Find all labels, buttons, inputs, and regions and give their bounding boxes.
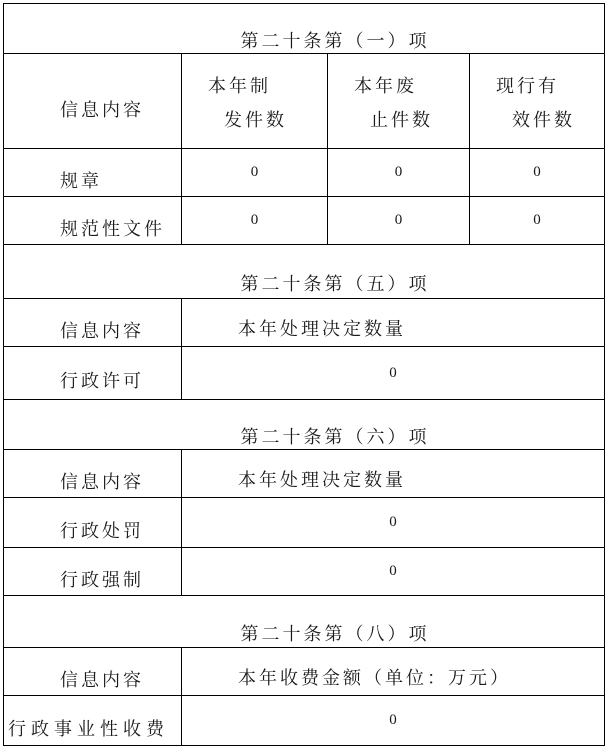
section1-title-row [4,4,604,53]
section3-value-header-text: 本年处理决定数量 [238,469,406,490]
col-header-issued-line2: 发件数 [224,110,287,130]
section3-info-header [4,450,181,497]
row-label-admin-license [4,347,181,399]
section4-info-header [4,648,181,695]
section2-info-header-text: 信息内容 [60,321,144,341]
section1-title [4,4,604,53]
row-label-admin-penalty [4,498,181,547]
section4-title-row [4,595,604,647]
section3-value-header [181,450,604,497]
admin-coercion-value: 0 [181,548,604,595]
row-label-normative-documents [4,197,181,244]
section4-value-header-text: 本年收费金额（单位：万元） [238,667,511,688]
table-row-admin-fees [4,695,604,745]
regulations-repealed-value: 0 [327,149,469,196]
section1-col-header-info [4,54,181,148]
admin-fees-value: 0 [181,696,604,745]
table-row-admin-license [4,346,604,399]
section3-title [4,400,604,449]
admin-penalty-value: 0 [181,498,604,547]
normative-effective-value: 0 [469,197,604,244]
section1-col-header-repealed [327,54,469,148]
section2-header-row [4,298,604,346]
section4-header-row [4,647,604,695]
section2-value-header [181,299,604,346]
table-row-admin-penalty [4,497,604,547]
section1-col-header-issued [181,54,327,148]
row-label-regulations [4,149,181,196]
col-header-effective-line1: 现行有 [496,76,559,96]
section2-info-header [4,299,181,346]
row-label-normative-documents-text: 规范性文件 [60,218,165,239]
row-label-admin-coercion-text: 行政强制 [60,569,144,590]
section2-title [4,245,604,298]
col-header-repealed-line2: 止件数 [370,110,433,130]
section2-title-row [4,244,604,298]
table-row-admin-coercion [4,547,604,595]
row-label-regulations-text: 规章 [60,170,102,191]
section2-value-header-text: 本年处理决定数量 [238,318,406,339]
section3-title-text: 第二十条第（六）项 [240,426,430,447]
section3-info-header-text: 信息内容 [60,472,144,492]
row-label-admin-fees-text: 行政事业性收费 [8,718,169,739]
section3-title-row [4,399,604,449]
normative-issued-value: 0 [181,197,327,244]
col-header-repealed-line1: 本年废 [354,76,417,96]
regulations-issued-value: 0 [181,149,327,196]
section1-column-header-row [4,53,604,148]
section1-title-text: 第二十条第（一）项 [240,30,430,51]
row-label-admin-coercion [4,548,181,595]
col-header-effective-line2: 效件数 [512,110,575,130]
section2-title-text: 第二十条第（五）项 [240,273,430,294]
row-label-admin-license-text: 行政许可 [60,371,144,391]
section3-header-row [4,449,604,497]
section4-title-text: 第二十条第（八）项 [240,623,430,644]
section4-value-header [181,648,604,695]
table-row-normative-documents [4,196,604,244]
admin-license-value: 0 [181,347,604,399]
row-label-admin-fees [4,696,181,745]
row-label-admin-penalty-text: 行政处罚 [60,520,144,541]
report-table [3,3,605,746]
section4-title [4,596,604,647]
regulations-effective-value: 0 [469,149,604,196]
section1-col-header-info-text: 信息内容 [60,99,144,120]
section4-info-header-text: 信息内容 [60,670,144,690]
section1-col-header-effective [469,54,604,148]
col-header-issued-line1: 本年制 [208,76,271,96]
normative-repealed-value: 0 [327,197,469,244]
table-row-regulations [4,148,604,196]
